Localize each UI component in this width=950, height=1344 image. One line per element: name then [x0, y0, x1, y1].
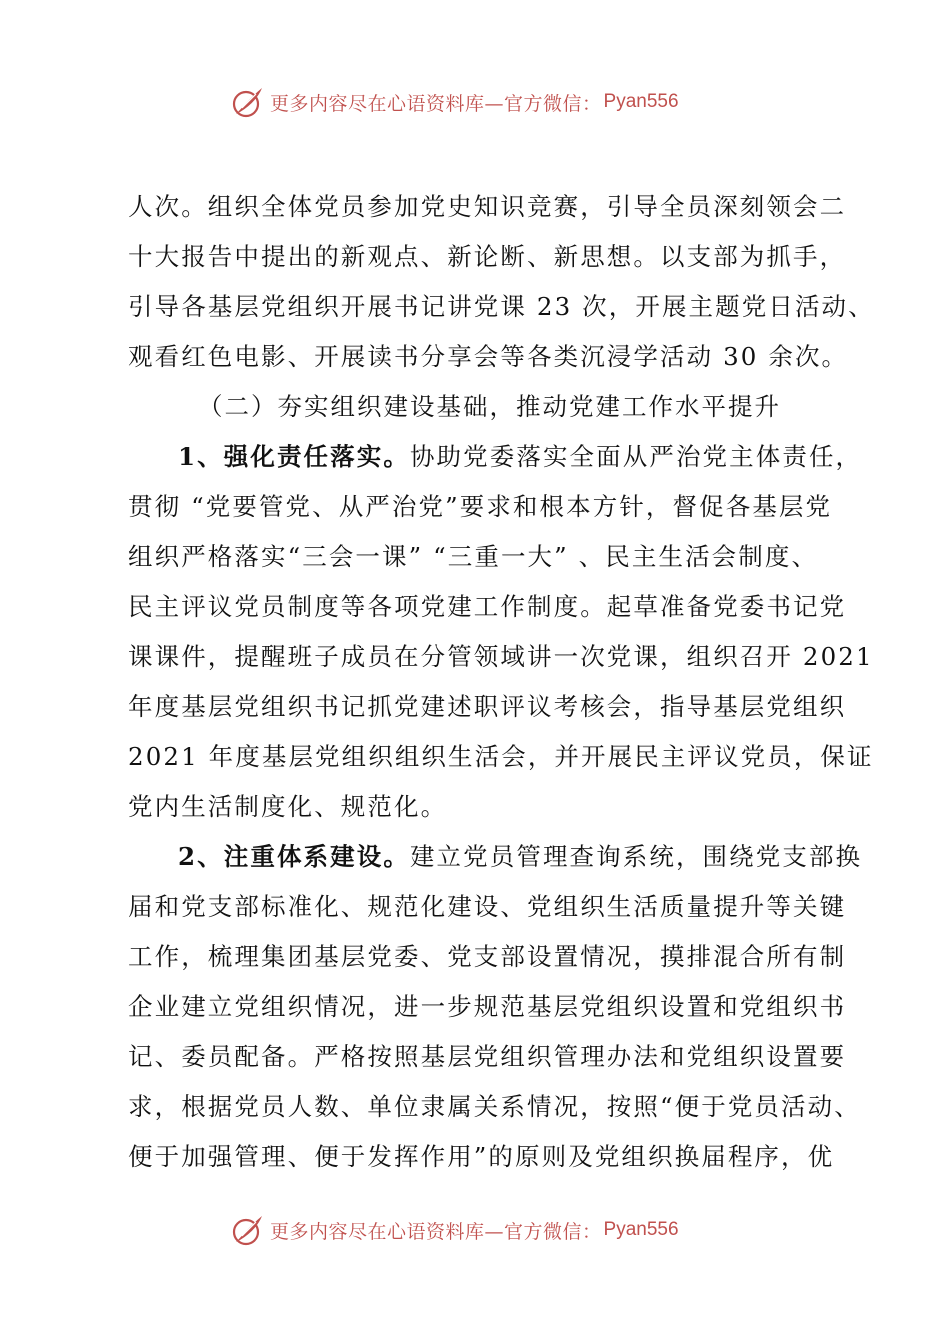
- para2-title: 2、注重体系建设。: [178, 842, 410, 871]
- body-line: 便于加强管理、便于发挥作用”的原则及党组织换届程序，优: [128, 1142, 835, 1171]
- body-line: 求，根据党员人数、单位隶属关系情况，按照“便于党员活动、: [128, 1092, 861, 1121]
- body-line: 观看红色电影、开展读书分享会等各类沉浸学活动 30 余次。: [128, 342, 849, 371]
- footer-site-name: 更多内容尽在心语资料库—官方微信：: [270, 1220, 602, 1243]
- body-line: 组织严格落实“三会一课” “三重一大” 、民主生活会制度、: [128, 542, 819, 571]
- body-line: 年度基层党组织书记抓党建述职评议考核会，指导基层党组织: [128, 692, 847, 721]
- body-line: 届和党支部标准化、规范化建设、党组织生活质量提升等关键: [128, 892, 847, 921]
- body-line: 人次。组织全体党员参加党史知识竞赛，引导全员深刻领会二: [128, 192, 847, 221]
- footer-wechat-id: Pyan556: [603, 1219, 679, 1240]
- quill-logo-icon: [230, 84, 266, 120]
- body-line: 党内生活制度化、规范化。: [128, 792, 448, 821]
- body-line: 2021 年度基层党组织组织生活会，并开展民主评议党员，保证: [128, 742, 874, 771]
- body-line: 课课件，提醒班子成员在分管领域讲一次党课，组织召开 2021: [128, 642, 874, 671]
- section-heading: （二）夯实组织建设基础，推动党建工作水平提升: [198, 392, 781, 421]
- body-line: 记、委员配备。严格按照基层党组织管理办法和党组织设置要: [128, 1042, 847, 1071]
- body-line: 十大报告中提出的新观点、新论断、新思想。以支部为抓手，: [128, 242, 847, 271]
- para1-title: 1、强化责任落实。: [178, 442, 410, 471]
- header-banner: [0, 82, 950, 122]
- header-site-name: 更多内容尽在心语资料库—官方微信：: [270, 92, 602, 115]
- document-body: [128, 182, 875, 1182]
- body-line: 企业建立党组织情况，进一步规范基层党组织设置和党组织书: [128, 992, 847, 1021]
- quill-logo-icon: [230, 1212, 266, 1248]
- para2-first-text: 建立党员管理查询系统，围绕党支部换: [409, 842, 863, 871]
- para1-first-line: [128, 432, 863, 482]
- para1-first-text: 协助党委落实全面从严治党主体责任，: [409, 442, 863, 471]
- para2-first-line: [128, 832, 863, 882]
- body-line: 工作，梳理集团基层党委、党支部设置情况，摸排混合所有制: [128, 942, 847, 971]
- header-wechat-id: Pyan556: [603, 91, 679, 112]
- body-line: 民主评议党员制度等各项党建工作制度。起草准备党委书记党: [128, 592, 847, 621]
- footer-banner: [0, 1210, 950, 1250]
- body-line: 贯彻 “党要管党、从严治党”要求和根本方针，督促各基层党: [128, 492, 833, 521]
- body-line: 引导各基层党组织开展书记讲党课 23 次，开展主题党日活动、: [128, 292, 875, 321]
